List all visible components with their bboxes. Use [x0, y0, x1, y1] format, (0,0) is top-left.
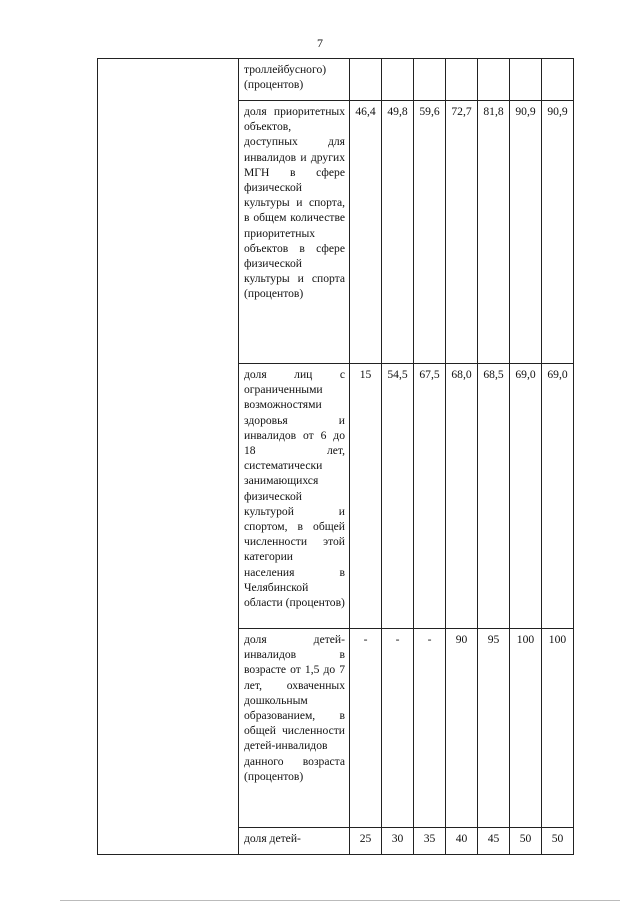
value-cell: 50 [510, 828, 542, 855]
value-cell [382, 59, 414, 101]
value-cell: 69,0 [510, 364, 542, 629]
value-cell: 72,7 [446, 101, 478, 364]
value-cell: 100 [542, 629, 574, 828]
value-cell: 59,6 [414, 101, 446, 364]
value-cell: 90,9 [510, 101, 542, 364]
value-cell: 40 [446, 828, 478, 855]
value-cell: 90 [446, 629, 478, 828]
value-cell: - [414, 629, 446, 828]
value-cell: 69,0 [542, 364, 574, 629]
table-row [98, 59, 574, 101]
value-cell: 30 [382, 828, 414, 855]
indicator-cell: доля приоритетных объектов, доступных для инвалидов и других МГН в сфере физической культуры и спорта, в общем количестве приоритетных объектов в сфере физической культуры и спорта (процентов) [239, 101, 350, 364]
value-cell: 49,8 [382, 101, 414, 364]
value-cell: 15 [350, 364, 382, 629]
value-cell: - [382, 629, 414, 828]
indicator-cell: троллейбусного) (процентов) [239, 59, 350, 101]
value-cell: 68,0 [446, 364, 478, 629]
value-cell: 45 [478, 828, 510, 855]
value-cell [478, 59, 510, 101]
value-cell: 46,4 [350, 101, 382, 364]
value-cell: 68,5 [478, 364, 510, 629]
indicator-table [97, 58, 574, 855]
value-cell: 35 [414, 828, 446, 855]
footer-divider [60, 900, 620, 901]
value-cell: 95 [478, 629, 510, 828]
value-cell: 50 [542, 828, 574, 855]
value-cell [510, 59, 542, 101]
indicator-cell: доля детей-инвалидов в возрасте от 1,5 до 7 лет, охваченных дошкольным образованием, в общей численности детей-инвалидов данного возраста (процентов) [239, 629, 350, 828]
left-column-cell [98, 59, 239, 855]
value-cell: 100 [510, 629, 542, 828]
value-cell: - [350, 629, 382, 828]
page-number: 7 [317, 36, 323, 50]
indicator-cell: доля лиц с ограниченными возможностями здоровья и инвалидов от 6 до 18 лет, систематически занимающихся физической культурой и спортом, в общей численности этой категории населения в Челябинской области (процентов) [239, 364, 350, 629]
value-cell [414, 59, 446, 101]
value-cell [446, 59, 478, 101]
value-cell: 54,5 [382, 364, 414, 629]
value-cell [350, 59, 382, 101]
value-cell: 67,5 [414, 364, 446, 629]
value-cell: 81,8 [478, 101, 510, 364]
value-cell [542, 59, 574, 101]
value-cell: 90,9 [542, 101, 574, 364]
value-cell: 25 [350, 828, 382, 855]
indicator-cell: доля детей- [239, 828, 350, 855]
